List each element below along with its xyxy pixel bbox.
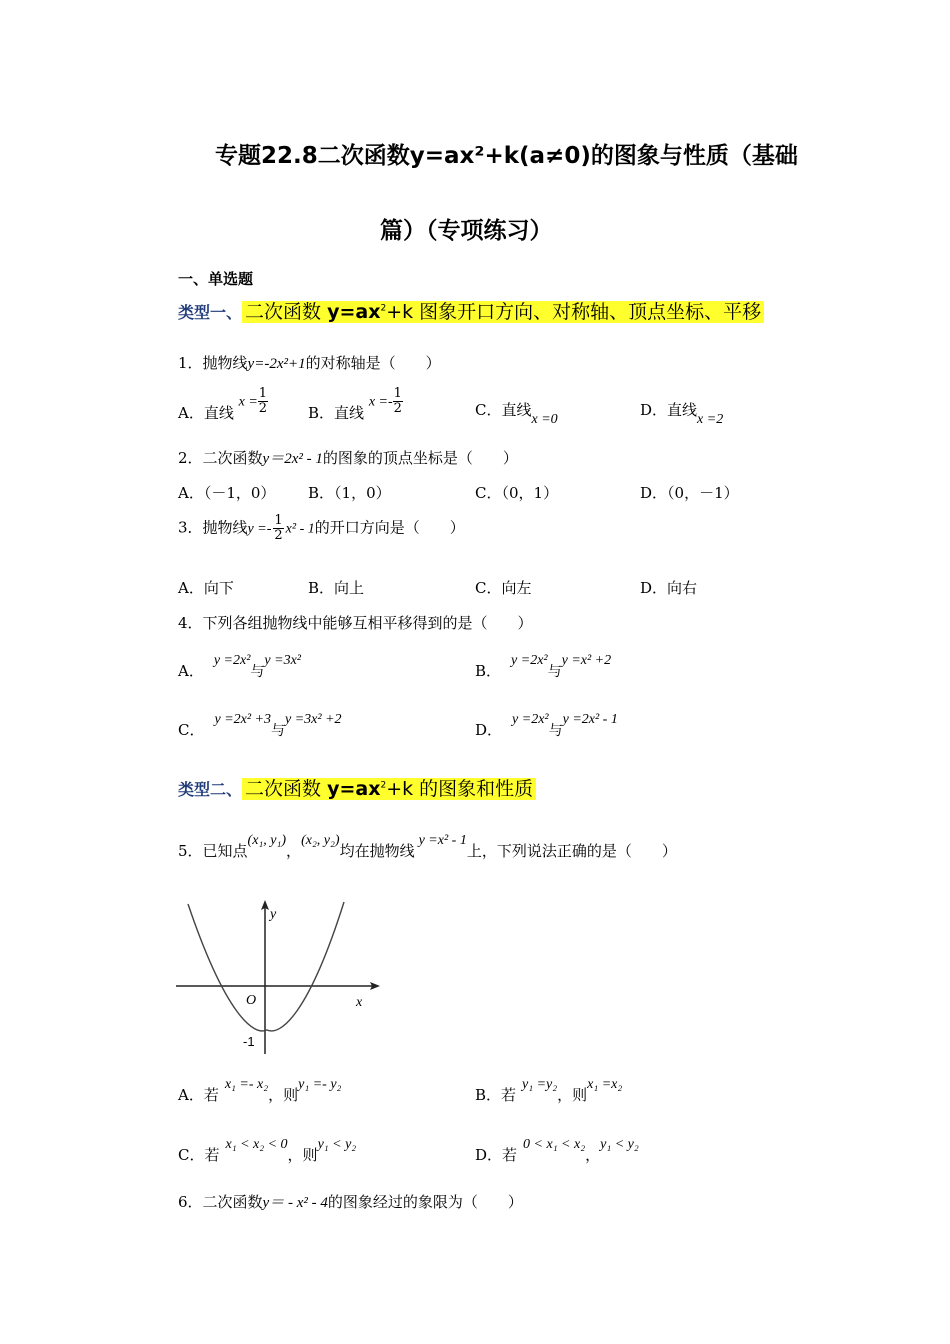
question-3-option-c: C．向左 <box>475 579 532 597</box>
type1-heading <box>178 297 764 324</box>
page-title-line1: 专题22.8二次函数y=ax²+k(a≠0)的图象与性质（基础 <box>215 143 798 169</box>
question-1-stem: 1．抛物线y=-2x²+1的对称轴是（ ） <box>178 354 441 372</box>
question-3-option-a: A．向下 <box>178 579 234 597</box>
question-2-stem: 2．二次函数y＝2x² - 1的图象的顶点坐标是（ ） <box>178 449 518 467</box>
question-1-option-a: A．直线 x = $\frac{1}{2}$ <box>178 386 268 422</box>
question-4-option-a: A．y =2x²与y =3x² <box>178 653 301 680</box>
question-5-stem: 5．已知点(x₁, y₁)，(x₂, y₂)均在抛物线y =x² - 1上，下列说法正确的是（ ） <box>178 833 677 860</box>
y-axis-label: y <box>270 907 277 922</box>
question-4-option-b: B．y =2x²与y =x² +2 <box>475 653 612 680</box>
parabola-curve <box>188 902 344 1031</box>
question-5-option-b: B．若y₁ =y₂，则x₁ =x₂ <box>475 1077 623 1104</box>
question-3-stem: 3．抛物线y =- $\frac{1}{2}$ x² - 1的开口方向是（ ） <box>178 513 465 543</box>
question-1-option-b: B．直线 x =- $\frac{1}{2}$ <box>308 386 402 422</box>
question-1-option-d: D．直线x =2 <box>640 401 724 427</box>
x-axis-label: x <box>356 995 363 1010</box>
question-2-option-a: A．（－1，0） <box>178 484 276 502</box>
type2-highlight: 二次函数 $y=ax^2+k$ 的图象和性质 <box>242 778 536 800</box>
question-3-option-b: B．向上 <box>308 579 365 597</box>
question-4-option-c: C．y =2x² +3与y =3x² +2 <box>178 712 342 739</box>
origin-label: O <box>246 993 257 1008</box>
question-2-option-c: C．（0，1） <box>475 484 559 502</box>
question-3-option-d: D．向右 <box>640 579 698 597</box>
type1-label: 类型一、 <box>178 303 243 322</box>
parabola-graph <box>176 896 386 1056</box>
question-5-option-d: D．若0 < x₁ < x₂，y₁ < y₂ <box>475 1137 639 1164</box>
type2-heading <box>178 774 536 801</box>
type1-highlight: 二次函数 $y=ax^2+k$ 图象开口方向、对称轴、顶点坐标、平移 <box>242 301 764 323</box>
question-5-option-c: C．若x₁ < x₂ < 0，则y₁ < y₂ <box>178 1137 357 1164</box>
question-2-option-d: D．（0，－1） <box>640 484 739 502</box>
question-2-option-b: B．（1，0） <box>308 484 391 502</box>
section-heading: 一、单选题 <box>178 270 254 288</box>
question-5-option-a: A．若x₁ =- x₂，则y₁ =- y₂ <box>178 1077 342 1104</box>
question-1-option-c: C．直线x =0 <box>475 401 558 427</box>
page-title-line2: 篇）（专项练习） <box>380 218 553 244</box>
vertex-label: -1 <box>243 1034 255 1049</box>
question-4-option-d: D．y =2x²与y =2x² - 1 <box>475 712 618 739</box>
question-4-stem: 4．下列各组抛物线中能够互相平移得到的是（ ） <box>178 614 533 632</box>
question-6-stem: 6．二次函数y＝ - x² - 4的图象经过的象限为（ ） <box>178 1193 523 1211</box>
type2-label: 类型二、 <box>178 780 243 799</box>
